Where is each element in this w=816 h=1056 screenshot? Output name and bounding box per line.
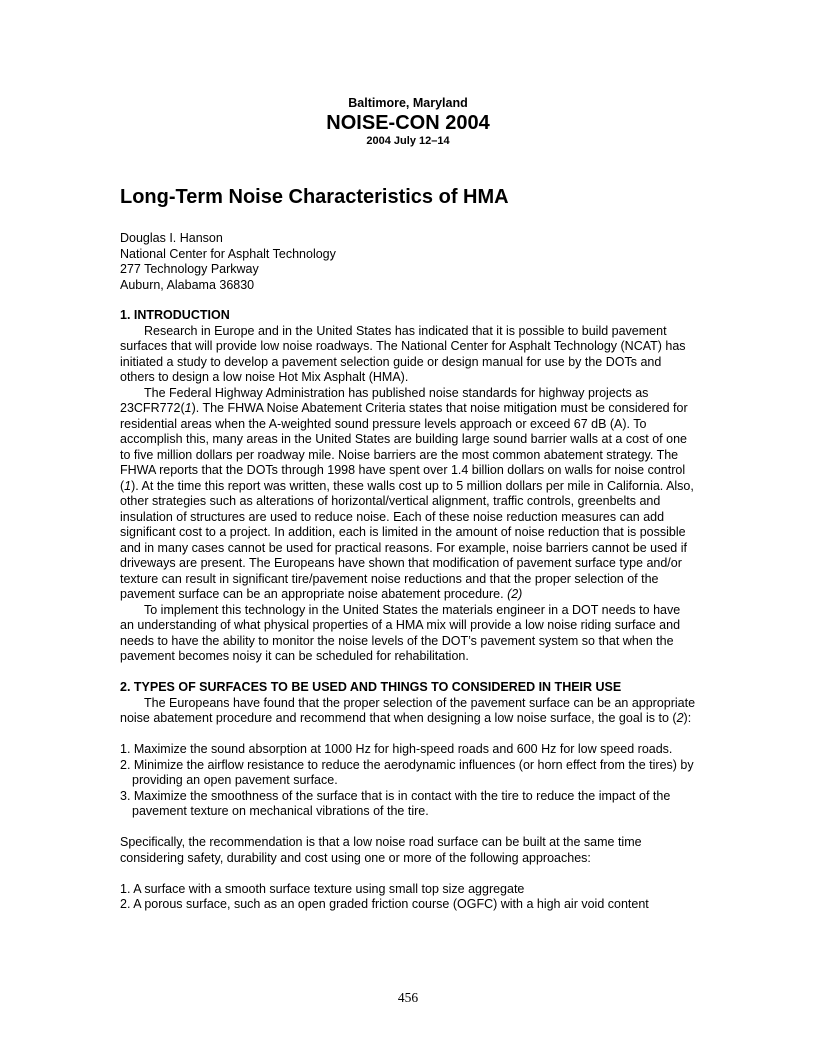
- text-span: ). The FHWA Noise Abatement Criteria states that noise mitigation must be considered for residential areas when the A-weighted sound pressure levels approach or exceed 67 dB (A). To accomplish this, many areas in the United States are building large sound barrier walls at a cost of one to five million dollars per roadway mile. Noise barriers are the most common abatement strategy. The FHWA reports that the DOTs through 1998 have spent over 1.4 billion dollars on walls for noise control (: [120, 401, 688, 493]
- text-span: The Federal Highway Administration has published noise standards for highway projects as 23CFR772(: [120, 385, 649, 415]
- conference-header: [0, 96, 816, 148]
- spacer: [120, 866, 696, 882]
- paper-body: [120, 308, 696, 913]
- author-block: [120, 231, 336, 293]
- text-span: ):: [683, 711, 692, 725]
- surface-types-paragraph-2: Specifically, the recommendation is that a low noise road surface can be built at the same time considering safety, durability and cost using one or more of the following approaches:: [120, 835, 642, 865]
- paper-title: Long-Term Noise Characteristics of HMA: [120, 186, 509, 208]
- conference-location: Baltimore, Maryland: [348, 96, 468, 110]
- page-number: 456: [397, 990, 419, 1005]
- list-item: 2. A porous surface, such as an open graded friction course (OGFC) with a high air void content: [120, 897, 649, 911]
- intro-paragraph-2: [120, 386, 696, 603]
- list-item: 1. Maximize the sound absorption at 1000 Hz for high-speed roads and 600 Hz for low speed roads.: [120, 742, 673, 756]
- surface-types-paragraph-1: [120, 696, 696, 727]
- text-span: ). At the time this report was written, these walls cost up to 5 million dollars per mile in California. Also, other strategies such as alterations of horizontal/vertical alignment, traffic controls, greenbelts and insulation of structures are used to reduce noise. Each of these noise reduction measures can add significant cost to a project. In addition, each is limited in the amount of noise reduction that is possible and in many cases cannot be used for practical reasons. For example, noise barriers cannot be used if driveways are present. The Europeans have shown that modification of pavement surface type and/or texture can result in significant tire/pavement noise reductions and that the proper selection of the pavement surface can be an appropriate noise abatement procedure.: [120, 478, 694, 601]
- conference-date: 2004 July 12–14: [366, 135, 450, 147]
- conference-name: NOISE-CON 2004: [326, 112, 490, 134]
- intro-paragraph-3: To implement this technology in the United States the materials engineer in a DOT needs to have an understanding of what physical properties of a HMA mix will provide a low noise riding surface and needs to have the ability to monitor the noise levels of the DOT’s pavement system so that when the pavement becomes noisy it can be scheduled for rehabilitation.: [120, 602, 681, 663]
- citation-ref: 1: [124, 478, 132, 493]
- spacer: [120, 665, 696, 681]
- list-item: 2. Minimize the airflow resistance to reduce the aerodynamic influences (or horn effect from the tires) by providing an open pavement surface.: [120, 757, 694, 787]
- spacer: [120, 727, 696, 743]
- list-item: 3. Maximize the smoothness of the surface that is in contact with the tire to reduce the impact of the pavement texture on mechanical vibrations of the tire.: [120, 788, 671, 818]
- citation-ref: 2: [676, 711, 684, 725]
- citation-ref: 1: [184, 401, 192, 415]
- section-heading-surface-types: 2. TYPES OF SURFACES TO BE USED AND THINGS TO CONSIDERED IN THEIR USE: [120, 680, 622, 694]
- list-item: 1. A surface with a smooth surface texture using small top size aggregate: [120, 881, 525, 896]
- text-span: The Europeans have found that the proper selection of the pavement surface can be an appropriate noise abatement procedure and recommend that when designing a low noise surface, the goal is to (: [120, 695, 696, 725]
- spacer: [120, 820, 696, 836]
- author-address-line2: Auburn, Alabama 36830: [120, 277, 255, 292]
- citation-ref: (2): [507, 587, 523, 601]
- intro-paragraph-1: Research in Europe and in the United States has indicated that it is possible to build pavement surfaces that will provide low noise roadways. The National Center for Asphalt Technology (NCAT) has initiated a study to develop a pavement selection guide or design manual for use by the DOTs and others to design a low noise Hot Mix Asphalt (HMA).: [120, 323, 686, 384]
- section-heading-introduction: 1. INTRODUCTION: [120, 308, 230, 322]
- author-address-line1: 277 Technology Parkway: [120, 262, 259, 276]
- author-name: Douglas I. Hanson: [120, 231, 223, 245]
- author-affiliation: National Center for Asphalt Technology: [120, 246, 336, 261]
